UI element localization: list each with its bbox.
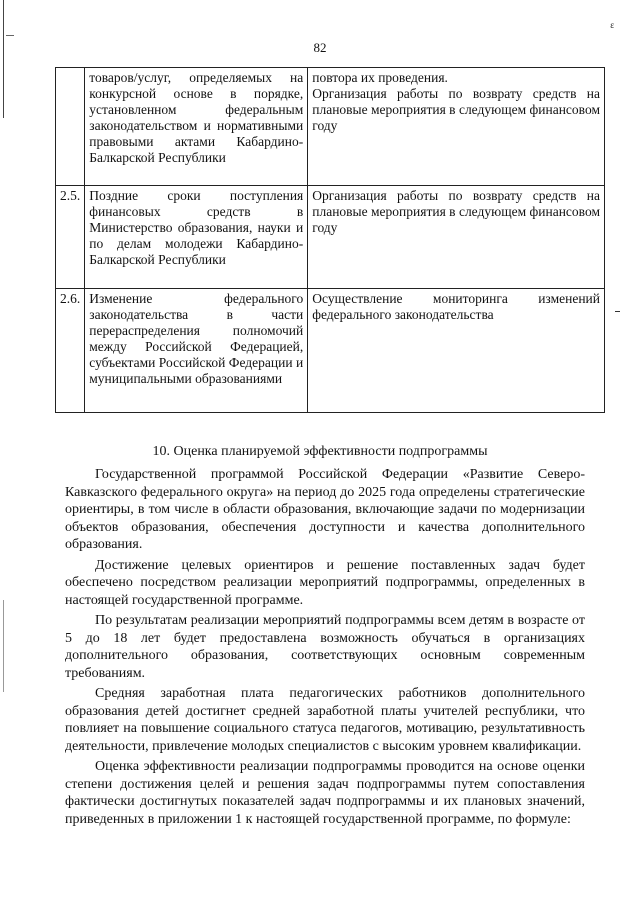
body-paragraph: Средняя заработная плата педагогических работников дополнительного образования детей достигнет средней заработной платы учителей республики, что повлияет на повышение социального статуса педагогов, мотивацию, результативность деятельности, привлечение молодых специалистов с высоким уровнем квалификации. xyxy=(65,686,585,754)
measure-text: Организация работы по возврату средств на плановые мероприятия в следующем финансовом году xyxy=(312,188,600,235)
risk-description: Поздние сроки поступления финансовых средств в Министерство образования, науки и по делам молодежи Кабардино-Балкарской Республики xyxy=(85,186,308,289)
measure-text: Организация работы по возврату средств на плановые мероприятия в следующем финансовом году xyxy=(312,86,600,133)
table-row xyxy=(56,186,605,289)
mitigation-measures xyxy=(308,186,605,289)
measure-text: повтора их проведения. xyxy=(312,70,448,85)
body-paragraph: Государственной программой Российской Федерации «Развитие Северо-Кавказского федерального округа» на период до 2025 года определены стратегические ориентиры, в том числе в области образования, включающие задачи по модернизации объектов образования, обеспечения доступности и качества дополнительного образования. xyxy=(65,467,585,552)
risk-description: товаров/услуг, определяемых на конкурсной основе в порядке, установленном федеральным законодательством и нормативными правовыми актами Кабардино-Балкарской Республики xyxy=(85,68,308,186)
row-number: 2.5. xyxy=(56,186,85,289)
scan-tick-mark xyxy=(615,311,620,312)
risk-description: Изменение федерального законодательства в части перераспределения полномочий между Российской Федерацией, субъектами Российской Федерации и муниципальными образованиями xyxy=(85,289,308,413)
mitigation-measures xyxy=(308,289,605,413)
risks-table xyxy=(55,67,605,413)
scan-edge-line xyxy=(3,600,4,692)
mitigation-measures xyxy=(308,68,605,186)
scan-edge-mark xyxy=(6,35,14,36)
measure-text: Осуществление мониторинга изменений федерального законодательства xyxy=(312,291,600,322)
row-number xyxy=(56,68,85,186)
section-body xyxy=(65,466,585,831)
section-title: 10. Оценка планируемой эффективности подпрограммы xyxy=(152,444,488,459)
body-paragraph: Достижение целевых ориентиров и решение поставленных задач будет обеспечено посредством реализации мероприятий подпрограммы, определенных в настоящей государственной программе. xyxy=(65,557,585,608)
row-number: 2.6. xyxy=(56,289,85,413)
corner-mark: ɛ xyxy=(610,20,614,30)
table-row xyxy=(56,289,605,413)
body-paragraph: Оценка эффективности реализации подпрограммы проводится на основе оценки степени достижения целей и решения задач подпрограммы путем сопоставления фактически достигнутых показателей задач подпрограммы и их плановых значений, приведенных в приложении 1 к настоящей государственной программе, по формуле: xyxy=(65,759,585,827)
body-paragraph: По результатам реализации мероприятий подпрограммы всем детям в возрасте от 5 до 18 лет будет предоставлена возможность обучаться в организациях дополнительного образования, соответствующих основным современным требованиям. xyxy=(65,613,585,681)
scan-edge-line xyxy=(3,0,4,118)
page-number: 82 xyxy=(313,40,327,55)
table-row xyxy=(56,68,605,186)
